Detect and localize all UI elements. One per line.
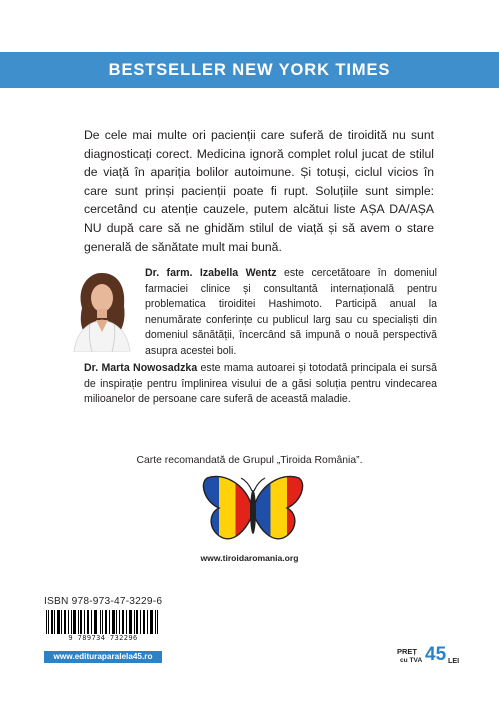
intro-paragraph: De cele mai multe ori pacienții care suferă de tiroidită nu sunt diagnosticați corect. Medicina ignoră complet rolul jucat de stilul de viață în apariția bolilor autoimune. Și totuși, ciclul vicios în care sunt prinși pacienții poate fi rupt. Soluțiile sunt simple: cercetând cu atenție cauzele, putem alcătui liste AȘA DA/AȘA NU după care să ne ghidăm stilul de viață și să avem o stare generală de sănătate mult mai bună. [84,128,434,254]
author-bio-izabella-text: este cercetătoare în domeniul farmaciei clinice și consultantă internațională pentru problematica tiroiditei Hashimoto. Participă anual la nenumărate conferințe cu publicul larg sau cu specialiști din domeniul sănătății, încercând să impună o nouă perspectivă asupra acestei boli. [145,267,437,357]
recommendation-text: Carte recomandată de Grupul „Tiroida România”. [136,455,363,466]
price-tag [397,646,467,672]
price-currency: LEI [448,656,460,665]
price-label: PREȚ [397,647,418,656]
publisher-website[interactable]: www.edituraparalela45.ro [44,651,162,663]
author-name-izabella: Dr. farm. Izabella Wentz [145,267,277,279]
price-vat-label: cu TVA [400,657,423,664]
banner-title: BESTSELLER NEW YORK TIMES [108,61,391,79]
isbn-number: ISBN 978-973-47-3229-6 [44,596,163,607]
barcode-digits: 9 789734 732296 [44,634,162,642]
author-photo [68,268,134,352]
butterfly-flag-logo [201,474,305,546]
author-name-marta: Dr. Marta Nowosadzka [84,362,198,374]
title-banner [0,52,499,88]
sponsor-website: www.tiroidaromania.org [200,553,299,563]
author-bio-izabella [145,266,437,360]
price-amount: 45 [425,644,447,665]
author-bio-marta-text: este mama autoarei și totodată principala ei sursă de inspirație pentru împlinirea visului de a găsi soluția pentru vindecarea milioanelor de persoane care suferă de această maladie. [84,362,437,406]
author-bio-marta [84,361,437,408]
